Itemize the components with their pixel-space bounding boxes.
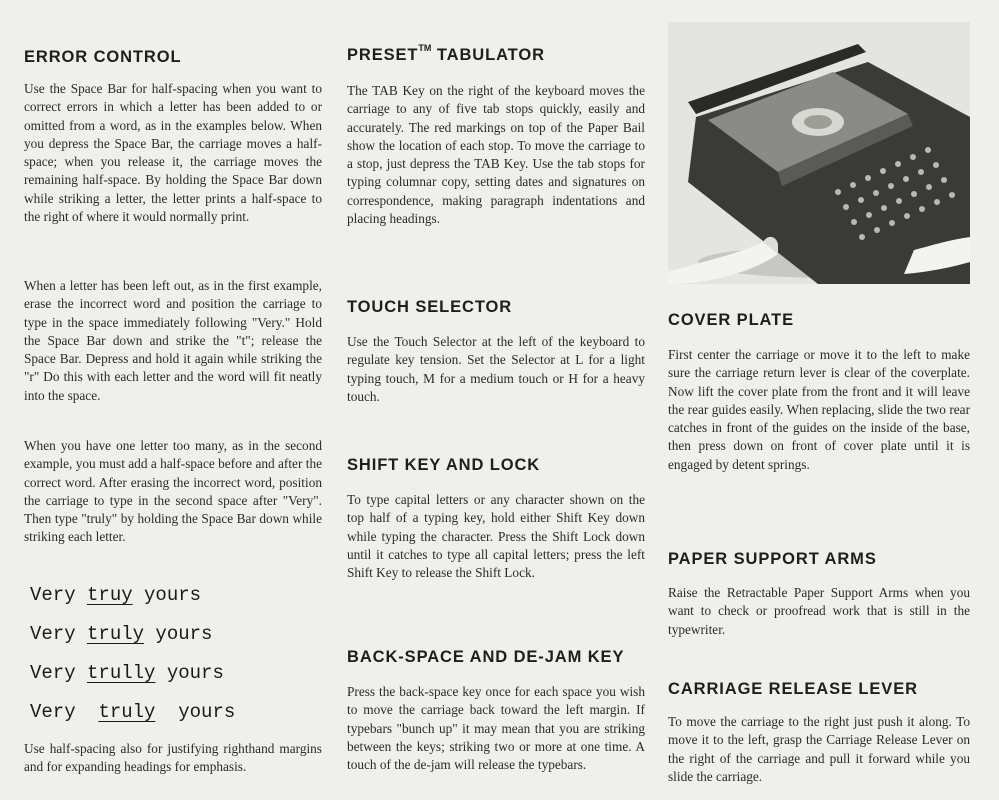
- typewriter-photo: [668, 22, 970, 284]
- carriage-release-paragraph: To move the carriage to the right just push it along. To move it to the left, grasp the Carriage Release Lever on the right of the carriage and pull it forward while you slide the carriage.: [668, 714, 970, 784]
- carriage-release-heading: CARRIAGE RELEASE LEVER: [668, 680, 918, 698]
- preset-tabulator-heading: PRESET™ TABULATOR: [347, 43, 545, 64]
- error-control-paragraph-4: Use half-spacing also for justifying righthand margins and for expanding headings for emphasis.: [24, 741, 322, 775]
- paper-support-heading: PAPER SUPPORT ARMS: [668, 550, 877, 568]
- example-line-4: Very truly yours: [30, 701, 236, 723]
- cover-plate-paragraph: First center the carriage or move it to the left to make sure the carriage return lever is clear of the coverplate. Now lift the cover plate from the front and it will leave the rear guides easily. When replacing, slide the two rear catches in front of the guides on the inside of the base, then press down on front of cover plate until it is engaged by detent springs.: [668, 347, 970, 472]
- error-control-heading: ERROR CONTROL: [24, 48, 182, 66]
- preset-tabulator-paragraph: The TAB Key on the right of the keyboard moves the carriage to any of five tab stops quickly, easily and accurately. The red markings on top of the Paper Bail show the location of each stop. To move the carriage to a stop, just depress the TAB Key. Use the tab stops for typing columnar copy, setting dates and signatures on correspondence, making paragraph indentations and placing headings.: [347, 83, 645, 227]
- backspace-paragraph: Press the back-space key once for each space you wish to move the carriage back toward the left margin. If typebars "bunch up" it may mean that you are striking between the keys; striking two or more at one time. A touch of the de-jam will release the typebars.: [347, 684, 645, 773]
- touch-selector-paragraph: Use the Touch Selector at the left of the keyboard to regulate key tension. Set the Selector at L for a light typing touch, M for a medium touch or H for a heavy touch.: [347, 334, 645, 404]
- cover-plate-heading: COVER PLATE: [668, 311, 795, 329]
- paper-support-paragraph: Raise the Retractable Paper Support Arms when you want to check or proofread work that is still in the typewriter.: [668, 585, 970, 637]
- example-line-2: Very truly yours: [30, 623, 213, 645]
- error-control-paragraph-2: When a letter has been left out, as in the first example, erase the incorrect word and position the carriage to type in the space immediately following "Very." Hold the Space Bar down and strike the "t"; release the Space Bar. Depress and hold it again while striking the "r" Do this with each letter and the word will fit neatly into the space.: [24, 278, 322, 403]
- shift-key-heading: SHIFT KEY AND LOCK: [347, 456, 541, 474]
- error-control-paragraph-3: When you have one letter too many, as in the second example, you must add a half-space before and after the correct word. After erasing the incorrect word, position the carriage to type in the second space after "Very". Then type "truly" by holding the Space Bar down while striking each letter.: [24, 438, 322, 545]
- example-line-3: Very trully yours: [30, 662, 224, 684]
- shift-key-paragraph: To type capital letters or any character shown on the top half of a typing key, hold either Shift Key down while typing the character. Press the Shift Lock down until it catches to type all capital letters; press the left Shift Key to release the Shift Lock.: [347, 492, 645, 581]
- example-line-1: Very truy yours: [30, 584, 202, 606]
- typewriter-image: [668, 22, 970, 284]
- backspace-heading: BACK-SPACE AND DE-JAM KEY: [347, 648, 625, 666]
- touch-selector-heading: TOUCH SELECTOR: [347, 298, 513, 316]
- error-control-paragraph-1: Use the Space Bar for half-spacing when you want to correct errors in which a letter has been added to or omitted from a word, as in the examples below. When you depress the Space Bar, the carriage moves a half-space; when you release it, the carriage moves the remaining half-space. By holding the Space Bar down while striking a letter, the letter prints a half-space to the right of where it would normally print.: [24, 81, 322, 225]
